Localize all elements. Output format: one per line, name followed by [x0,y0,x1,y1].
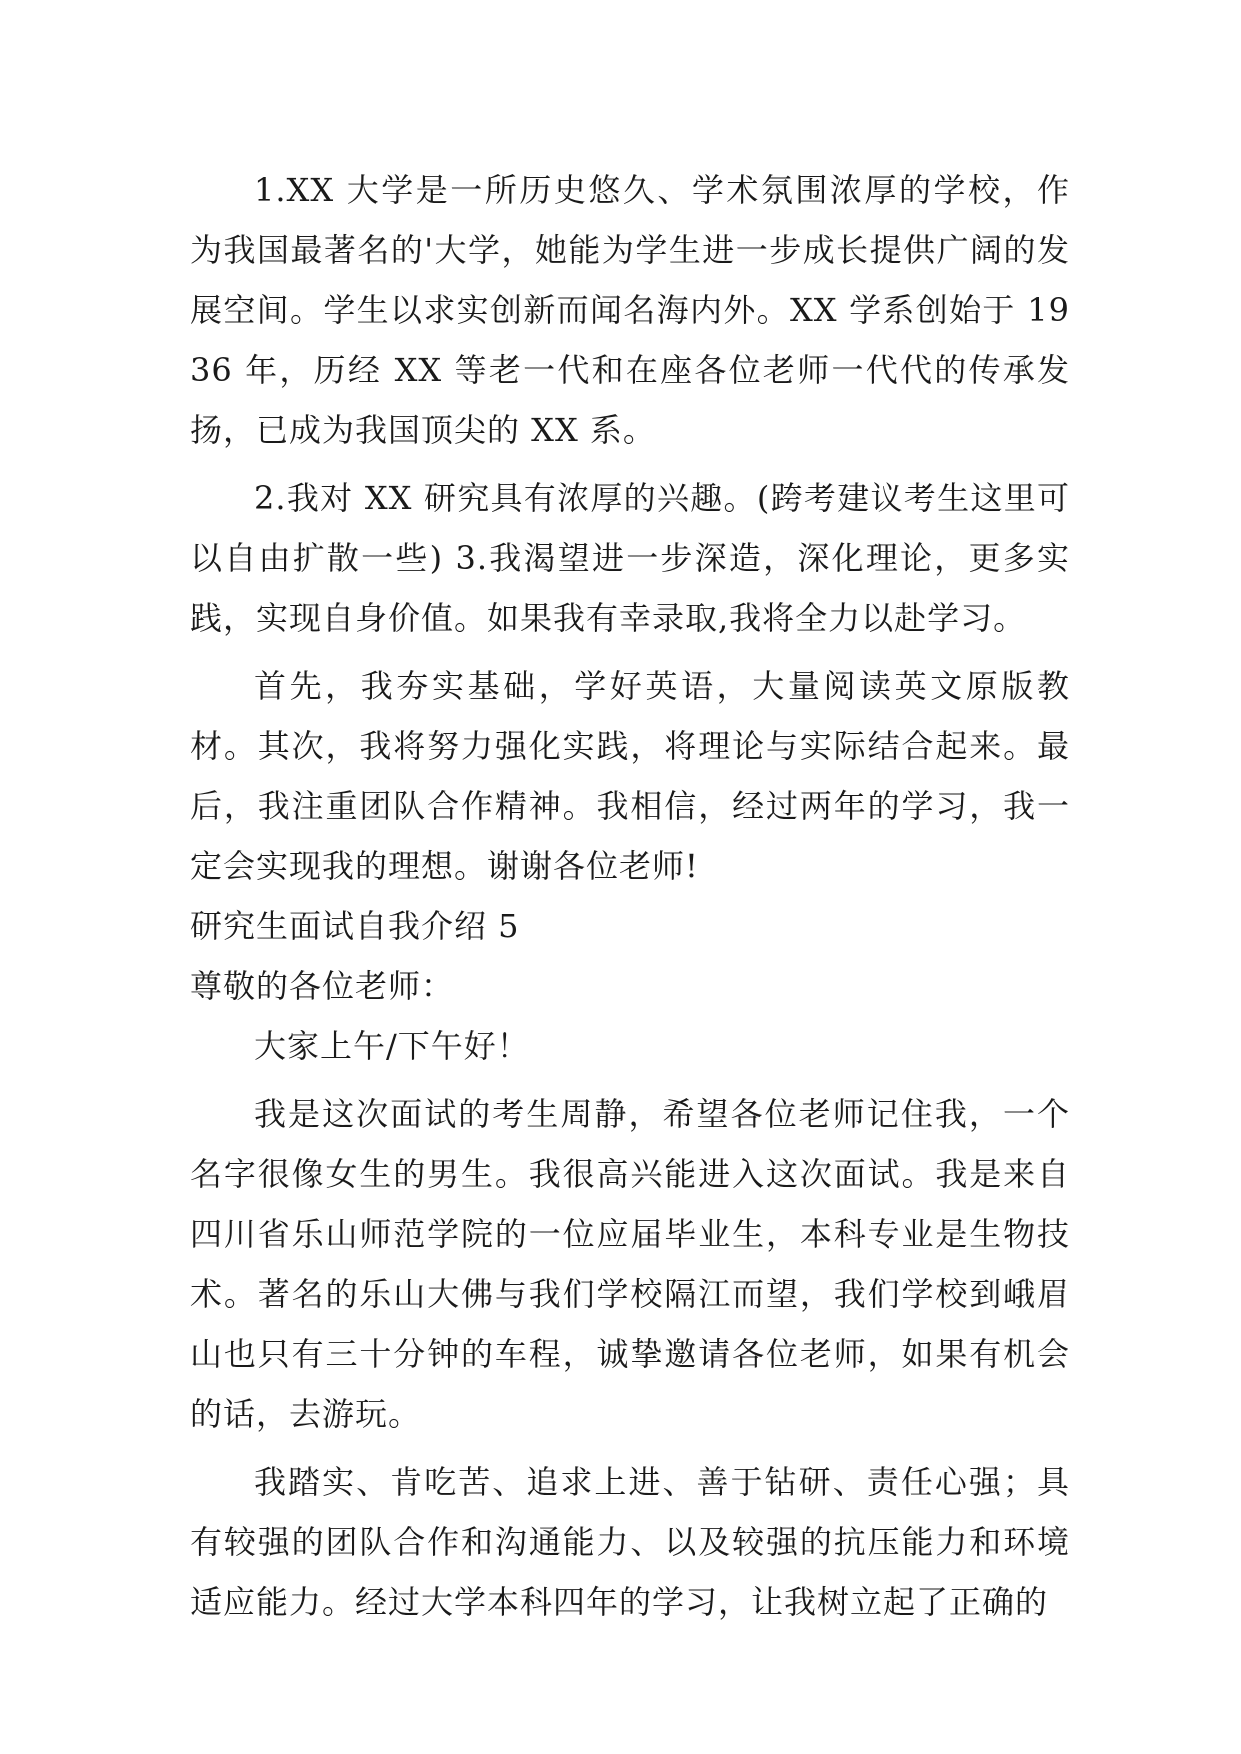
salutation: 尊敬的各位老师： [190,967,455,1005]
section-heading: 研究生面试自我介绍 5 [190,907,520,945]
paragraph-qualities: 我踏实、肯吃苦、追求上进、善于钻研、责任心强；具有较强的团队合作和沟通能力、以及较强的抗压能力和环境适应能力。经过大学本科四年的学习，让我树立起了正确的 [190,1463,1070,1621]
greeting: 大家上午/下午好！ [254,1027,530,1065]
document-body [190,160,1070,1640]
paragraph-university: 1.XX 大学是一所历史悠久、学术氛围浓厚的学校，作为我国最著名的'大学，她能为学生进一步成长提供广阔的发展空间。学生以求实创新而闻名海内外。XX 学系创始于 1936 年，历经 XX 等老一代和在座各位老师一代代的传承发扬，已成为我国顶尖的 XX 系。 [190,171,1070,449]
paragraph-self-intro: 我是这次面试的考生周静，希望各位老师记住我，一个名字很像女生的男生。我很高兴能进入这次面试。我是来自四川省乐山师范学院的一位应届毕业生，本科专业是生物技术。著名的乐山大佛与我们学校隔江而望，我们学校到峨眉山也只有三十分钟的车程，诚挚邀请各位老师，如果有机会的话，去游玩。 [190,1095,1070,1433]
paragraph-interest: 2.我对 XX 研究具有浓厚的兴趣。(跨考建议考生这里可以自由扩散一些) 3.我渴望进一步深造，深化理论，更多实践，实现自身价值。如果我有幸录取,我将全力以赴学习。 [190,479,1070,637]
paragraph-plan: 首先，我夯实基础，学好英语，大量阅读英文原版教材。其次，我将努力强化实践，将理论与实际结合起来。最后，我注重团队合作精神。我相信，经过两年的学习，我一定会实现我的理想。谢谢各位老师! [190,667,1070,885]
